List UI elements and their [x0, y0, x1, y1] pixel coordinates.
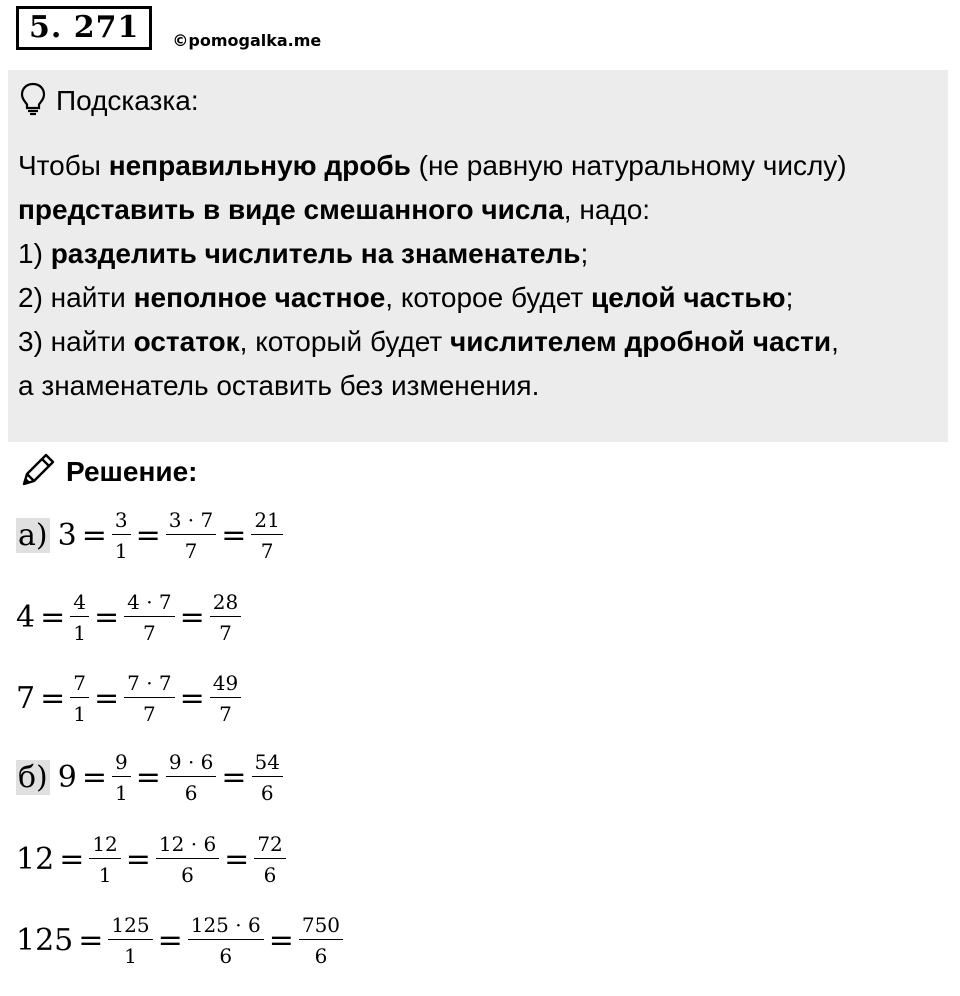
solution-title-label: Решение: [66, 456, 198, 487]
hint-text: ; [785, 282, 794, 313]
part-label: б) [18, 760, 48, 795]
fraction [124, 673, 175, 724]
fraction-numerator: 54 [252, 752, 283, 777]
fraction [166, 510, 217, 561]
fraction-numerator: 21 [251, 510, 282, 535]
fraction-denominator: 1 [73, 621, 86, 645]
fraction [210, 673, 241, 724]
fraction [70, 673, 89, 724]
equation-row [16, 834, 286, 885]
site-watermark: ©pomogalka.me [172, 31, 322, 50]
hint-text: , которое будет [385, 282, 592, 313]
fraction-numerator: 125 [108, 915, 152, 940]
lightbulb-icon [20, 82, 46, 120]
fraction-numerator: 7 [70, 673, 89, 698]
fraction-denominator: 7 [219, 702, 232, 726]
fraction-numerator: 4 [70, 592, 89, 617]
fraction [112, 752, 131, 803]
hint-title [20, 82, 199, 120]
fraction-numerator: 4 · 7 [124, 592, 175, 617]
fraction [251, 510, 282, 561]
fraction-denominator: 6 [181, 863, 194, 887]
equals-sign: = [40, 600, 66, 635]
hint-text: (не равную натуральному числу) [410, 150, 847, 181]
equation-row [16, 673, 241, 724]
fraction-numerator: 7 · 7 [124, 673, 175, 698]
equals-sign: = [81, 518, 107, 553]
fraction-denominator: 6 [314, 944, 328, 968]
equals-sign: = [93, 681, 120, 716]
fraction [188, 915, 264, 966]
hint-text: , [831, 326, 839, 357]
fraction [70, 592, 89, 643]
fraction-denominator: 7 [143, 702, 156, 726]
fraction-numerator: 28 [210, 592, 241, 617]
fraction-denominator: 1 [98, 863, 112, 887]
fraction-numerator: 750 [299, 915, 343, 940]
part-label: а) [18, 518, 48, 553]
fraction-numerator: 12 · 6 [156, 834, 219, 859]
equals-sign: = [179, 600, 205, 635]
whole-number: 7 [16, 681, 36, 716]
fraction-numerator: 9 · 6 [166, 752, 217, 777]
equals-sign: = [125, 842, 151, 877]
hint-text: ; [580, 238, 589, 269]
equals-sign: = [81, 760, 107, 795]
fraction-denominator: 1 [73, 702, 86, 726]
fraction-numerator: 49 [210, 673, 241, 698]
fraction-numerator: 72 [254, 834, 285, 859]
fraction-denominator: 1 [124, 944, 137, 968]
hint-line [18, 232, 943, 276]
hint-box [8, 70, 948, 442]
equals-sign: = [157, 923, 183, 958]
fraction [156, 834, 219, 885]
hint-bold-text: неправильную дробь [108, 150, 411, 181]
fraction [166, 752, 217, 803]
fraction-denominator: 1 [115, 781, 128, 805]
fraction-numerator: 9 [112, 752, 131, 777]
hint-text: а знаменатель оставить без изменения. [18, 370, 540, 401]
hint-text: Чтобы [18, 150, 109, 181]
equals-sign: = [40, 681, 66, 716]
fraction-denominator: 7 [219, 621, 232, 645]
whole-number: 3 [57, 518, 77, 553]
hint-bold-text: неполное частное [133, 282, 386, 313]
fraction-denominator: 1 [114, 539, 128, 563]
fraction [112, 510, 131, 561]
equals-sign: = [78, 923, 104, 958]
hint-text: 1) [18, 238, 51, 269]
hint-bold-text: остаток [133, 326, 240, 357]
equation-row [16, 752, 283, 803]
fraction [254, 834, 285, 885]
equals-sign: = [59, 842, 85, 877]
equals-sign: = [135, 518, 161, 553]
hint-line [18, 144, 943, 188]
equals-sign: = [179, 681, 205, 716]
fraction [252, 752, 283, 803]
header [16, 6, 321, 50]
hint-line [18, 364, 943, 408]
equation-row [16, 592, 241, 643]
pencil-icon [18, 450, 58, 494]
hint-text: , надо: [563, 194, 651, 225]
whole-number: 4 [16, 600, 36, 635]
fraction-numerator: 12 [89, 834, 120, 859]
fraction-denominator: 6 [219, 944, 233, 968]
hint-bold-text: разделить числитель на знаменатель [50, 238, 581, 269]
hint-line [18, 276, 943, 320]
fraction-denominator: 6 [263, 863, 277, 887]
equation-row [16, 915, 343, 966]
equals-sign: = [221, 760, 247, 795]
hint-line [18, 320, 943, 364]
fraction [210, 592, 241, 643]
fraction [124, 592, 175, 643]
fraction-denominator: 6 [184, 781, 198, 805]
solution-title [18, 450, 197, 494]
hint-line [18, 188, 943, 232]
hint-bold-text: представить в виде смешанного числа [18, 194, 564, 225]
equals-sign: = [93, 600, 120, 635]
task-number: 5. 271 [16, 6, 152, 50]
hint-title-label: Подсказка: [56, 85, 199, 116]
fraction-numerator: 125 · 6 [188, 915, 264, 940]
hint-text: 3) найти [18, 326, 134, 357]
hint-bold-text: числителем дробной части [450, 326, 832, 357]
fraction-denominator: 6 [260, 781, 274, 805]
hint-text: 2) найти [18, 282, 134, 313]
equals-sign: = [135, 760, 161, 795]
whole-number: 9 [57, 760, 77, 795]
fraction-denominator: 7 [260, 539, 274, 563]
hint-text: , который будет [239, 326, 451, 357]
fraction [108, 915, 152, 966]
hint-bold-text: целой частью [591, 282, 786, 313]
equals-sign: = [221, 518, 247, 553]
fraction [299, 915, 343, 966]
fraction [89, 834, 120, 885]
whole-number: 12 [16, 842, 55, 877]
equals-sign: = [224, 842, 250, 877]
hint-body [18, 144, 943, 408]
equals-sign: = [268, 923, 294, 958]
whole-number: 125 [16, 923, 74, 958]
equation-row [16, 510, 283, 561]
fraction-numerator: 3 · 7 [166, 510, 217, 535]
fraction-denominator: 7 [143, 621, 156, 645]
fraction-denominator: 7 [184, 539, 198, 563]
fraction-numerator: 3 [112, 510, 131, 535]
